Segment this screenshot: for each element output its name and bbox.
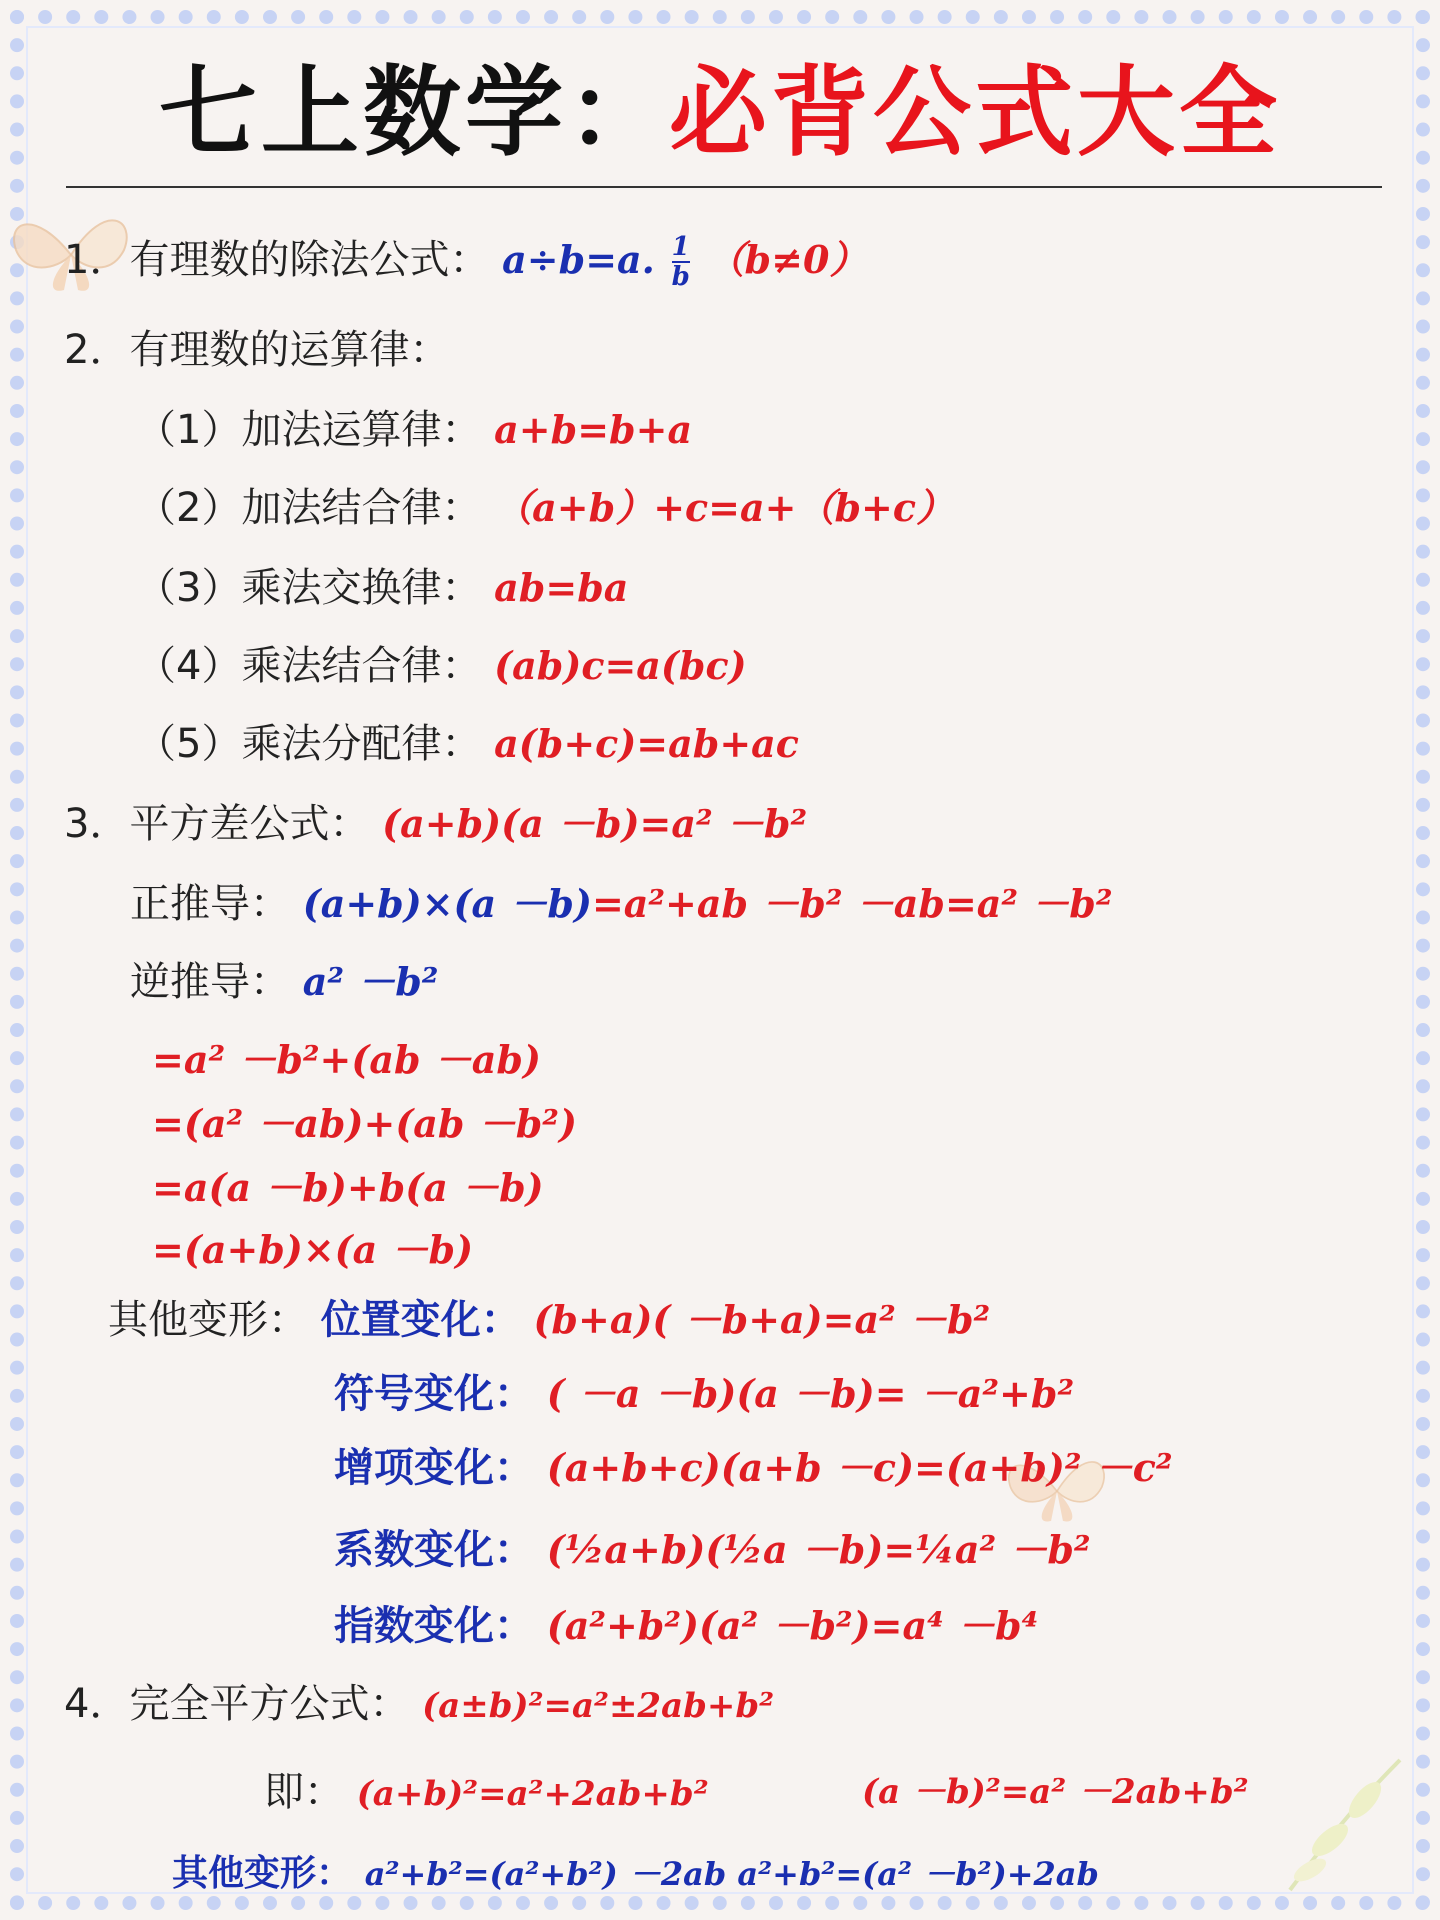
law-item: [136, 480, 954, 536]
law-formula: ab=ba: [494, 565, 629, 610]
variants-row: [334, 1598, 1038, 1654]
variants-row: [334, 1522, 1091, 1578]
law-label: （4）乘法结合律：: [136, 643, 482, 689]
section-3-label: 3．平方差公式：: [64, 801, 370, 847]
section-4-formula: (a±b)²=a²±2ab+b²: [422, 1686, 775, 1726]
law-formula: a(b+c)=ab+ac: [494, 721, 799, 766]
section-4-label: 4．完全平方公式：: [64, 1681, 410, 1727]
law-item: [136, 638, 747, 694]
law-formula: a+b=b+a: [494, 407, 693, 452]
law-item: [136, 560, 628, 616]
title-red: 必背公式大全: [669, 56, 1282, 170]
title-black: 七上数学：: [158, 56, 669, 170]
variant-name: 系数变化：: [334, 1527, 534, 1573]
variant-name: 位置变化：: [320, 1297, 521, 1343]
ie-label: 即：: [264, 1769, 344, 1815]
section-4: [64, 1676, 774, 1734]
variant-formula: (½a+b)(½a －b)=¼a² －b²: [546, 1527, 1091, 1572]
title-divider: [66, 186, 1382, 188]
reverse-derivation: [130, 954, 438, 1010]
ie-row: [264, 1764, 709, 1822]
section-1: [64, 232, 867, 291]
reverse-step: =(a+b)×(a －b): [152, 1227, 474, 1272]
section-1-label: 1．有理数的除法公式：: [64, 237, 490, 283]
variants-row: [334, 1440, 1173, 1496]
section-2-label: 2．有理数的运算律：: [64, 327, 450, 373]
page-title: [0, 48, 1440, 178]
section-4-other-label: 其他变形：: [172, 1853, 353, 1894]
section-1-formula: a÷b=a.: [502, 237, 655, 282]
law-label: （2）加法结合律：: [136, 485, 482, 531]
section-2: [64, 322, 449, 378]
law-label: （5）乘法分配律：: [136, 721, 482, 767]
variant-formula: (a²+b²)(a² －b²)=a⁴ －b⁴: [546, 1603, 1039, 1648]
law-item: [136, 716, 799, 772]
section-3-formula: (a+b)(a －b)=a² －b²: [382, 801, 808, 846]
reverse-step: =a² －b²+(ab －ab): [152, 1037, 541, 1082]
ie-right-formula: (a －b)²=a² －2ab+b²: [862, 1772, 1249, 1812]
ie-left-formula: (a+b)²=a²+2ab+b²: [356, 1774, 709, 1814]
law-formula: (ab)c=a(bc): [494, 643, 747, 688]
forward-derivation: [130, 876, 1113, 932]
forward-blue: (a+b)×(a －b): [302, 881, 592, 926]
fraction: [672, 233, 690, 291]
law-label: （3）乘法交换律：: [136, 565, 482, 611]
reverse-blue: a² －b²: [302, 959, 439, 1004]
law-formula: （a+b）+c=a+（b+c）: [494, 485, 955, 530]
section-4-other: [172, 1844, 1099, 1902]
variant-formula: ( －a －b)(a －b)= －a²+b²: [546, 1371, 1075, 1416]
forward-label: 正推导：: [130, 881, 290, 927]
variants-row: [108, 1292, 990, 1348]
law-item: [136, 402, 692, 458]
variant-name: 增项变化：: [334, 1445, 534, 1491]
variant-formula: (b+a)( －b+a)=a² －b²: [533, 1297, 991, 1342]
variants-row: [334, 1366, 1074, 1422]
fraction-numerator: 1: [671, 232, 690, 262]
other-label: 其他变形：: [108, 1297, 308, 1343]
variant-name: 符号变化：: [334, 1371, 534, 1417]
section-1-condition: （b≠0）: [706, 237, 868, 282]
forward-red: =a²+ab －b² －ab=a² －b²: [591, 881, 1113, 926]
fraction-denominator: b: [671, 262, 690, 292]
reverse-step: =(a² －ab)+(ab －b²): [152, 1101, 577, 1146]
law-label: （1）加法运算律：: [136, 407, 482, 453]
section-4-other-formula: a²+b²=(a²+b²) －2ab a²+b²=(a² －b²)+2ab: [364, 1855, 1099, 1893]
reverse-label: 逆推导：: [130, 959, 290, 1005]
leaf-icon: [1270, 1740, 1410, 1900]
section-3: [64, 796, 807, 852]
variant-name: 指数变化：: [334, 1603, 534, 1649]
variant-formula: (a+b+c)(a+b －c)=(a+b)² －c²: [546, 1445, 1173, 1490]
reverse-step: =a(a －b)+b(a －b): [152, 1165, 544, 1210]
